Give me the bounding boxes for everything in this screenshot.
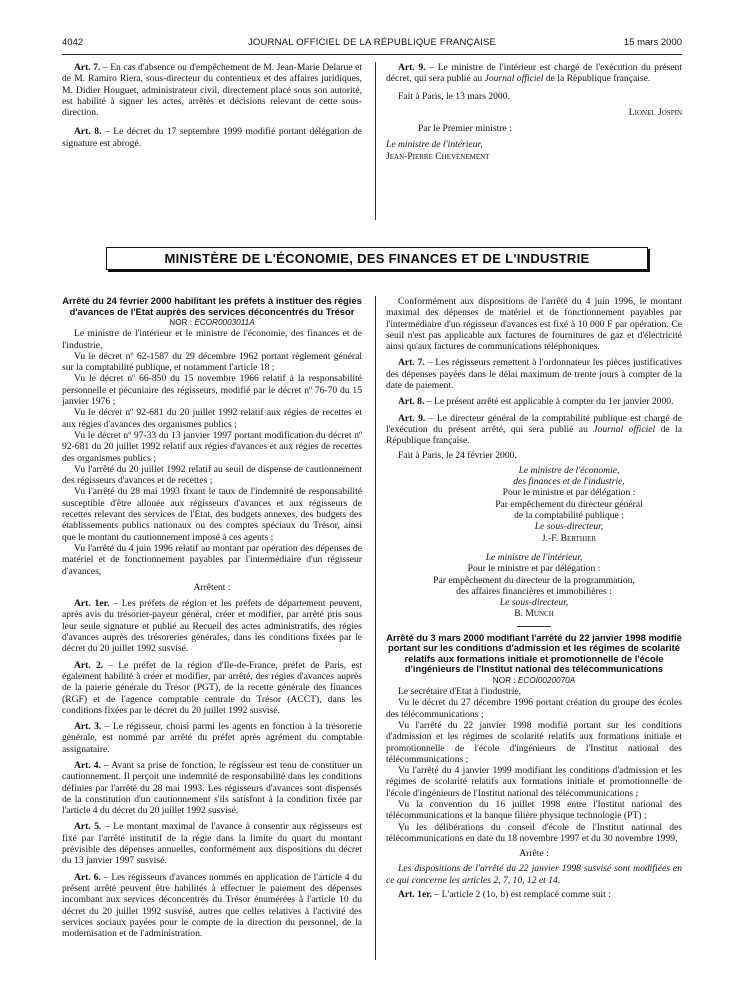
- article-1: Art. 1er. – L'article 2 (1o, b) est remplacé comme suit :: [398, 889, 611, 901]
- article: Art. 3. – Le régisseur, choisi parmi les agents en fonction à la trésorerie générale, est nommé par arrêté du préfet après agrément du comptable assignataire.: [62, 721, 362, 755]
- top-right-column: [386, 62, 682, 162]
- visa: Vu le décret nº 66-850 du 15 novembre 1966 relatif à la responsabilité personnelle et pécuniaire des régisseurs, modifié par le décret nº 76-70 du 15 janvier 1976 ;: [62, 373, 362, 408]
- article-7: Art. 7. – En cas d'absence ou d'empêchement de M. Jean-Marie Delarue et de M. Ramiro Riera, sous-directeur du contentieux et des affaires juridiques, M. Didier Houguet, administrateur civil, directement placé sous son autorité, est habilité à signer les actes, arrêtés et décisions relevant de cette sous-direction.: [62, 62, 363, 119]
- top-left-column: [62, 62, 362, 149]
- visa: Vu le décret du 27 décembre 1996 portant création du groupe des écoles des télécommunications ;: [386, 697, 682, 720]
- visa: Vu l'arrêté du 20 juillet 1992 relatif au seuil de dispense de cautionnement des régisseurs d'avances et de recettes ;: [62, 463, 362, 487]
- minister-title: Le ministre de l'intérieur,: [386, 139, 483, 151]
- visa: Vu les délibérations du conseil d'école de l'Institut national des télécommunications en date du 18 novembre 1997 et du 30 novembre 1999,: [386, 821, 682, 844]
- minister-name: Jean-Pierre Chevènement: [386, 150, 490, 162]
- visa: Vu le décret nº 97-33 du 13 janvier 1997 portant modification du décret nº 92-681 du 20 juillet 1992 relatif aux régies d'avances et aux régies de recettes des organismes publics ;: [62, 429, 362, 464]
- article: Art. 7. – Les régisseurs remettent à l'ordonnateur les pièces justificatives des dépenses payées dans le délai maximum de trente jours à compter de la date de paiement.: [386, 357, 683, 392]
- fait-a-paris: Fait à Paris, le 13 mars 2000.: [398, 90, 510, 102]
- article: Art. 6. – Les régisseurs d'avances nommés en application de l'article 4 du présent arrêté peuvent être habilités à effectuer le paiement des dépenses incombant aux services déconcentrés du Trésor énumérées à l'article 10 du décret du 20 juillet 1992 susvisé, autres que celles relatives à l'activité des services sociaux payées pour le compte de la direction du personnel, de la modernisation et de l'administration.: [62, 871, 363, 940]
- article: Art. 2. – Le préfet de la région d'Ile-de-France, préfet de Paris, est également habilité à créer et modifier, par arrêté, des régies d'avances auprès de la paierie générale du Trésor (PGT), de la recette générale des finances (RGF) et de l'agence comptable centrale du Trésor (ACCT), dans les conditions fixées par le décret du 20 juillet 1992 susvisé.: [62, 659, 362, 716]
- fait-a-paris: Fait à Paris, le 24 février 2000.: [398, 449, 517, 461]
- column-separator-main: [375, 296, 376, 960]
- arrete-1-nor: NOR : ECOR0003011A: [169, 318, 255, 327]
- column-separator-top: [375, 62, 376, 220]
- article: Art. 1er. – Les préfets de région et les préfets de département peuvent, après avis du trésorier-payeur général, créer et modifier, par arrêté pris sous leur seule signature et publié au Recueil des actes administratifs, des régies d'avances auprès des trésoreries générales, dans les conditions fixées par le décret du 20 juillet 1992 susvisé.: [62, 598, 362, 655]
- header-rule: [62, 54, 682, 55]
- arrete-2-nor: NOR : ECOI0020070A: [492, 675, 576, 685]
- issue-date: 15 mars 2000: [623, 37, 682, 48]
- visa: Vu l'arrêté du 22 janvier 1998 modifié portant sur les conditions d'admission et les régimes de scolarité relatifs aux formations initiale et promotionnelle de l'école d'ingénieurs de l'Institut national des télécommunications ;: [386, 719, 682, 765]
- article: Art. 8. – Le présent arrêté est applicable à compter du 1er janvier 2000.: [398, 396, 674, 408]
- article: Art. 4. – Avant sa prise de fonction, le régisseur est tenu de constituer un cautionnement. Il perçoit une indemnité de responsabilité dans les conditions définies par l'arrêté du 28 mai 1993. Les régisseurs d'avances sont dispensés de la constitution d'un cautionnement s'ils satisfont à la condition fixée par l'article 4 du décret du 20 juillet 1992 susvisé.: [62, 759, 362, 817]
- visa: Vu le décret nº 62-1587 du 29 décembre 1962 portant règlement général sur la comptabilité publique, et notamment l'article 18 ;: [62, 350, 362, 374]
- arrete-1-intro: Le ministre de l'intérieur et le ministre de l'économie, des finances et de l'industrie,: [62, 328, 362, 351]
- arrete-2-title: Arrêté du 3 mars 2000 modifiant l'arrêté du 22 janvier 1998 modifié portant sur les conditions d'admission et les régimes de scolarité relatifs aux formations initiale et promotionnelle de l'école d'ingénieurs de l'Institut national des télécommunications: [386, 631, 682, 675]
- arrete-1-cont-para: Conformément aux dispositions de l'arrêté du 4 juin 1996, le montant maximal des dépenses de matériel et de fonctionnement payables par l'intermédiaire d'un régisseur d'avances est fixé à 10 000 F par opération. Ce seuil n'est pas applicable aux factures de fournitures de gaz et d'électricité ainsi qu'aux factures de communications téléphoniques.: [386, 296, 682, 353]
- signature-block-1: Le ministre de l'économie, des finances et de l'industrie, Pour le ministre et par délégation : Par empêchement du directeur général de la comptabilité publique : Le sous-directeur, J.-F. Berthier: [495, 464, 643, 544]
- page-number: 4042: [62, 37, 84, 48]
- article-9: Art. 9. – Le directeur général de la comptabilité publique est chargé de l'exécution du présent arrêté, qui sera publié au Journal officiel de la République française.: [386, 412, 682, 447]
- par-le-premier-ministre: Par le Premier ministre :: [418, 123, 512, 135]
- visa: Vu le décret nº 92-681 du 20 juillet 1992 relatif aux régies de recettes et aux régies d'avances des organismes publics ;: [62, 407, 362, 430]
- journal-title: JOURNAL OFFICIEL DE LA RÉPUBLIQUE FRANÇAISE: [247, 37, 497, 48]
- arrete: Arrête :: [519, 848, 549, 860]
- article-8: Art. 8. – Le décret du 17 septembre 1999 modifié portant délégation de signature est abrogé.: [62, 126, 362, 149]
- article-9: Art. 9. – Le ministre de l'intérieur est chargé de l'exécution du présent décret, qui sera publié au Journal officiel de la République française.: [386, 62, 683, 85]
- arrete-1-left-column: [62, 296, 362, 939]
- article: Art. 5. – Le montant maximal de l'avance à consentir aux régisseurs est fixé par l'arrêté institutif de la régie dans la limite du quart du montant prévisible des dépenses annuelles, conformément aux dispositions du décret du 13 janvier 1997 susvisé.: [62, 821, 362, 867]
- running-header: [62, 37, 682, 51]
- signatory: Lionel Jospin: [628, 106, 682, 118]
- visa: Vu l'arrêté du 4 janvier 1999 modifiant les conditions d'admission et les régimes de scolarité relatifs aux formations initiale et promotionnelle de l'école d'ingénieurs de l'Institut national des télécommunications ;: [386, 765, 682, 799]
- visa: Vu l'arrêté du 28 mai 1993 fixant le taux de l'indemnité de responsabilité susceptible d'être allouée aux régisseurs d'avances et aux régisseurs de recettes relevant des services de l'Etat, des budgets annexes, des budgets des établissements publics nationaux ou des comptes spéciaux du Trésor, ainsi que le montant du cautionnement imposé à ces agents ;: [62, 486, 362, 543]
- ministry-banner: MINISTÈRE DE L'ÉCONOMIE, DES FINANCES ET DE L'INDUSTRIE: [106, 247, 648, 270]
- arretent: Arrêtent :: [193, 581, 231, 593]
- arrete-2-intro: Le secrétaire d'Etat à l'industrie,: [398, 686, 522, 698]
- arrete-2-italic-para: Les dispositions de l'arrêté du 22 janvier 1998 susvisé sont modifiées en ce qui concerne les articles 2, 7, 10, 12 et 14.: [386, 863, 682, 886]
- visa: Vu la convention du 16 juillet 1998 entre l'Institut national des télécommunications et la banque filière physique technologie (PT) ;: [386, 798, 682, 822]
- right-column: [386, 296, 682, 900]
- visa: Vu l'arrêté du 4 juin 1996 relatif au montant par opération des dépenses de matériel et de fonctionnement payables par l'intermédiaire d'un régisseur d'avances,: [62, 542, 362, 577]
- signature-block-2: Le ministre de l'intérieur, Pour le ministre et par délégation : Par empêchement du directeur de la programmation, des affaires financières et immobilières : Le sous-directeur, B. Munch: [433, 551, 635, 620]
- arrete-1-title: Arrêté du 24 février 2000 habilitant les préfets à instituer des régies d'avances de l'Etat auprès des services déconcentrés du Trésor: [62, 295, 362, 317]
- section-divider: [517, 626, 551, 627]
